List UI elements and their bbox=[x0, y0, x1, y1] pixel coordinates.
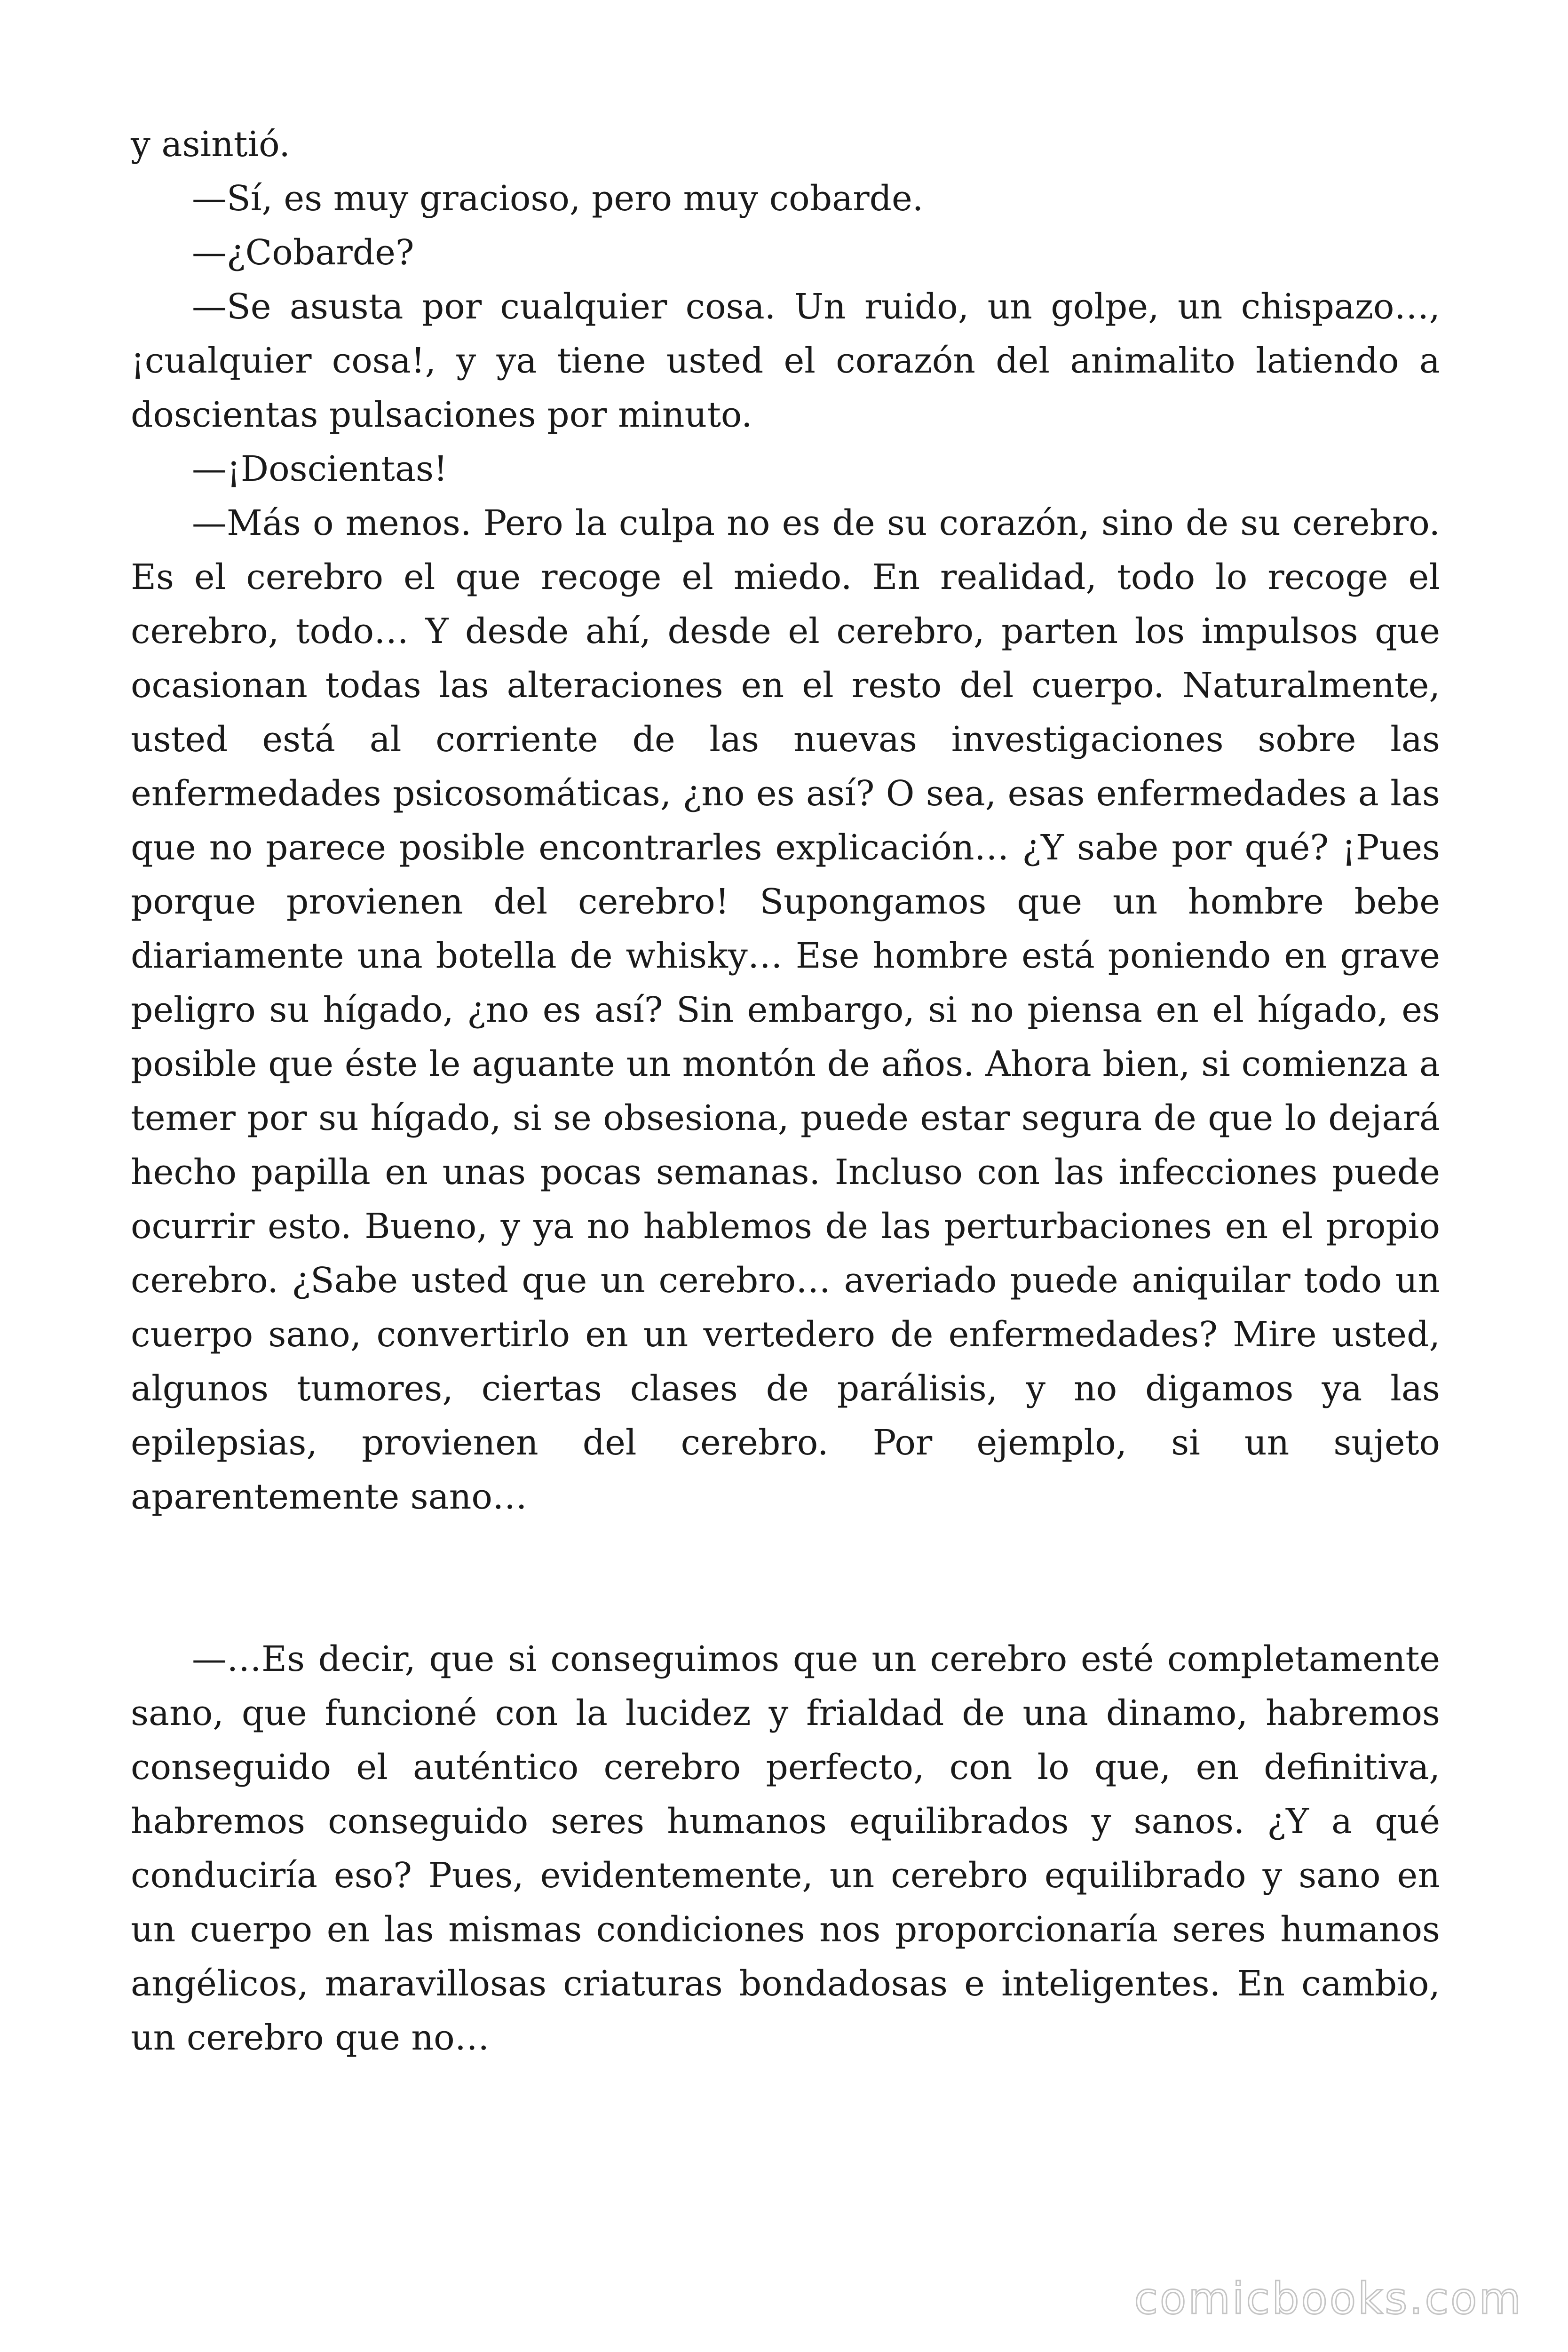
dialogue-paragraph: —Sí, es muy gracioso, pero muy cobarde. bbox=[192, 178, 924, 219]
dialogue-paragraph: —¡Doscientas! bbox=[192, 449, 448, 489]
dialogue-paragraph: —…Es decir, que si conseguimos que un cerebro esté completamente sano, que funcioné con la lucidez y frialdad de una dinamo, habremos conseguido el auténtico cerebro perfecto, con lo que, en definitiva, habremos conseguido seres humanos equilibrados y sanos. ¿Y a qué conduciría eso? Pues, evidentemente, un cerebro equilibrado y sano en un cuerpo en las mismas condiciones nos proporcionaría seres humanos angélicos, maravillosas criaturas bondadosas e inteligentes. En cambio, un cerebro que no… bbox=[131, 1639, 1440, 2058]
dialogue-paragraph: —Más o menos. Pero la culpa no es de su corazón, sino de su cerebro. Es el cerebro el que recoge el miedo. En realidad, todo lo recoge el cerebro, todo… Y desde ahí, desde el cerebro, parten los impulsos que ocasionan todas las alteraciones en el resto del cuerpo. Naturalmente, usted está al corriente de las nuevas investigaciones sobre las enfermedades psicosomáticas, ¿no es así? O sea, esas enfermedades a las que no parece posible encontrarles explicación… ¿Y sabe por qué? ¡Pues porque provienen del cerebro! Supongamos que un hombre bebe diariamente una botella de whisky… Ese hombre está poniendo en grave peligro su hígado, ¿no es así? Sin embargo, si no piensa en el hígado, es posible que éste le aguante un montón de años. Ahora bien, si comienza a temer por su hígado, si se obsesiona, puede estar segura de que lo dejará hecho papilla en unas pocas semanas. Incluso con las infecciones puede ocurrir esto. Bueno, y ya no hablemos de las perturbaciones en el propio cerebro. ¿Sabe usted que un cerebro… averiado puede aniquilar todo un cuerpo sano, convertirlo en un vertedero de enfermedades? Mire usted, algunos tumores, ciertas clases de parálisis, y no digamos ya las epilepsias, provienen del cerebro. Por ejemplo, si un sujeto aparentemente sano… bbox=[131, 503, 1440, 1517]
watermark-logo: comicbooks.com bbox=[1134, 2273, 1523, 2324]
section-break bbox=[131, 1524, 1440, 1632]
dialogue-paragraph: —Se asusta por cualquier cosa. Un ruido, un golpe, un chispazo…, ¡cualquier cosa!, y ya tiene usted el corazón del animalito latiendo a doscientas pulsaciones por minuto. bbox=[131, 286, 1440, 435]
dialogue-paragraph: —¿Cobarde? bbox=[192, 232, 414, 273]
book-page bbox=[131, 118, 1440, 2065]
paragraph-continuation: y asintió. bbox=[131, 124, 290, 165]
